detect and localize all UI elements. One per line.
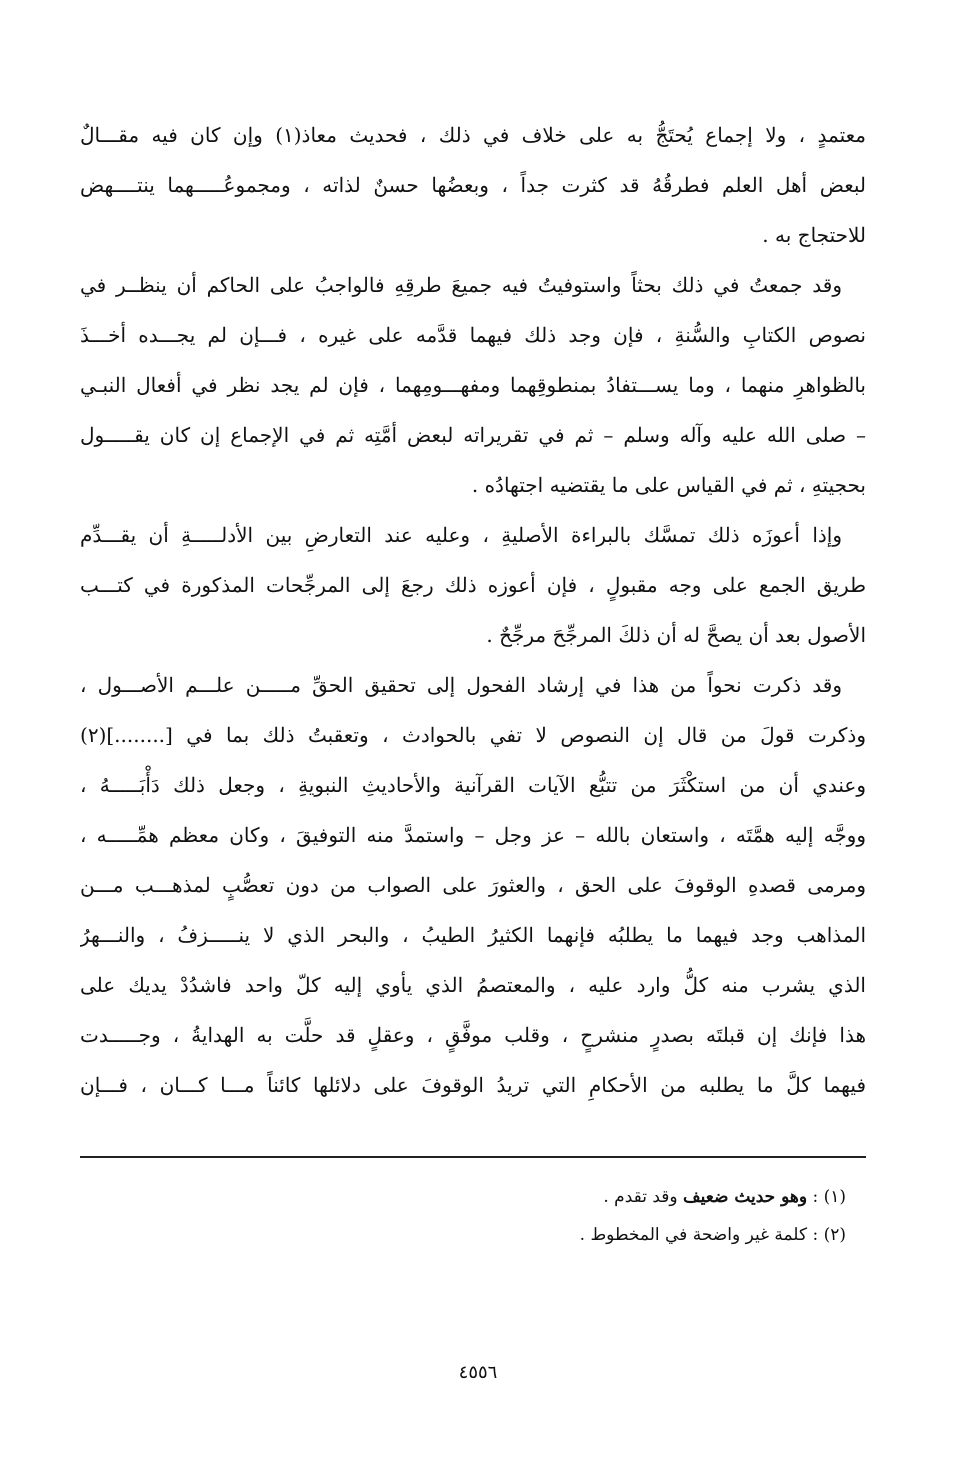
text-line: ووجَّه إليه همَّتَه ، واستعان بالله – عز وجل – واستمدَّ منه التوفيقَ ، وكان معظم همِّـــــه ، bbox=[80, 823, 866, 847]
text-line: بحجيتهِ ، ثم في القياس على ما يقتضيه اجتهادُه . bbox=[471, 473, 866, 497]
text-line: نصوص الكتابِ والسُّنةِ ، فإن وجد ذلك فيهما قدَّمه على غيره ، فـــإن لم يجـــده أخـــذَ bbox=[80, 323, 866, 347]
footnote-text: كلمة غير واضحة في المخطوط . bbox=[579, 1225, 808, 1245]
page-number: ٤٥٥٦ bbox=[458, 1362, 498, 1383]
text-line: وقد جمعتُ في ذلك بحثاً واستوفيتُ فيه جميعَ طرقِهِ فالواجبُ على الحاكم أن ينظــر في bbox=[80, 273, 842, 297]
footnotes bbox=[80, 1178, 846, 1254]
text-line: وإذا أعوزَه ذلك تمسَّك بالبراءة الأصليةِ ، وعليه عند التعارضِ بين الأدلـــــةِ أن يقـــدِّم bbox=[80, 523, 842, 547]
text-line: للاحتجاج به . bbox=[762, 223, 866, 247]
text-line: معتمدٍ ، ولا إجماع يُحتَجُّ به على خلاف في ذلك ، فحديث معاذ(١) وإن كان فيه مقـــالٌ bbox=[80, 123, 866, 147]
text-line: فيهما كلَّ ما يطلبه من الأحكامِ التي تريدُ الوقوفَ على دلائلها كائناً مـــا كـــان ، فـــإن bbox=[80, 1073, 866, 1097]
text-line: المذاهب وجد فيهما ما يطلبُه فإنهما الكثيرُ الطيبُ ، والبحر الذي لا ينـــــزفُ ، والنـــهرُ bbox=[80, 923, 866, 947]
footnote-text: وقد تقدم . bbox=[603, 1187, 684, 1207]
text-line: طريق الجمع على وجه مقبولٍ ، فإن أعوزه ذلك رجعَ إلى المرجِّحات المذكورة في كتـــب bbox=[80, 573, 866, 597]
text-line: وعندي أن من استكْثَرَ من تتبُّع الآيات القرآنية والأحاديثِ النبويةِ ، وجعل ذلك دَأْبَـــــهُ ، bbox=[80, 773, 866, 797]
text-line: الذي يشرب منه كلُّ وارد عليه ، والمعتصمُ الذي يأوي إليه كلّ واحد فاشدُدْ يديك على bbox=[80, 973, 866, 997]
text-line: وذكرت قولَ من قال إن النصوص لا تفي بالحوادث ، وتعقبتُ ذلك بما في [........](٢) bbox=[80, 723, 866, 747]
text-line: – صلى الله عليه وآله وسلم – ثم في تقريراته لبعض أمَّتِه ثم في الإجماع إن كان يقـــــول bbox=[80, 423, 866, 447]
footnote-2 bbox=[80, 1216, 846, 1254]
text-line: الأصول بعد أن يصحَّ له أن ذلكَ المرجِّحَ مرجِّحٌ . bbox=[486, 623, 866, 647]
text-line: لبعض أهل العلم فطرقُهُ قد كثرت جداً ، وبعضُها حسنٌ لذاته ، ومجموعُـــــهما ينتــــهض bbox=[80, 173, 866, 197]
main-text-block bbox=[80, 110, 866, 1110]
footnote-1 bbox=[80, 1178, 846, 1216]
text-line: ومرمى قصدهِ الوقوفَ على الحق ، والعثورَ على الصواب من دون تعصُّبٍ لمذهـــب مـــن bbox=[80, 873, 866, 897]
footnote-marker: (١) : bbox=[807, 1187, 846, 1207]
footnote-divider bbox=[80, 1156, 866, 1158]
text-line: وقد ذكرت نحواً من هذا في إرشاد الفحول إلى تحقيق الحقِّ مـــــن علـــم الأصـــول ، bbox=[80, 673, 842, 697]
footnote-marker: (٢) : bbox=[807, 1225, 846, 1245]
text-line: هذا فإنك إن قبلتَه بصدرٍ منشرحٍ ، وقلب موفَّقٍ ، وعقلٍ قد حلَّت به الهدايةُ ، وجـــــدت bbox=[80, 1023, 866, 1047]
text-line: بالظواهرِ منهما ، وما يســـتفادُ بمنطوقِهما ومفهـــومِهما ، فإن لم يجد نظر في أفعال النبـي bbox=[80, 373, 866, 397]
footnote-emphasis: وهو حديث ضعيف bbox=[683, 1187, 808, 1207]
